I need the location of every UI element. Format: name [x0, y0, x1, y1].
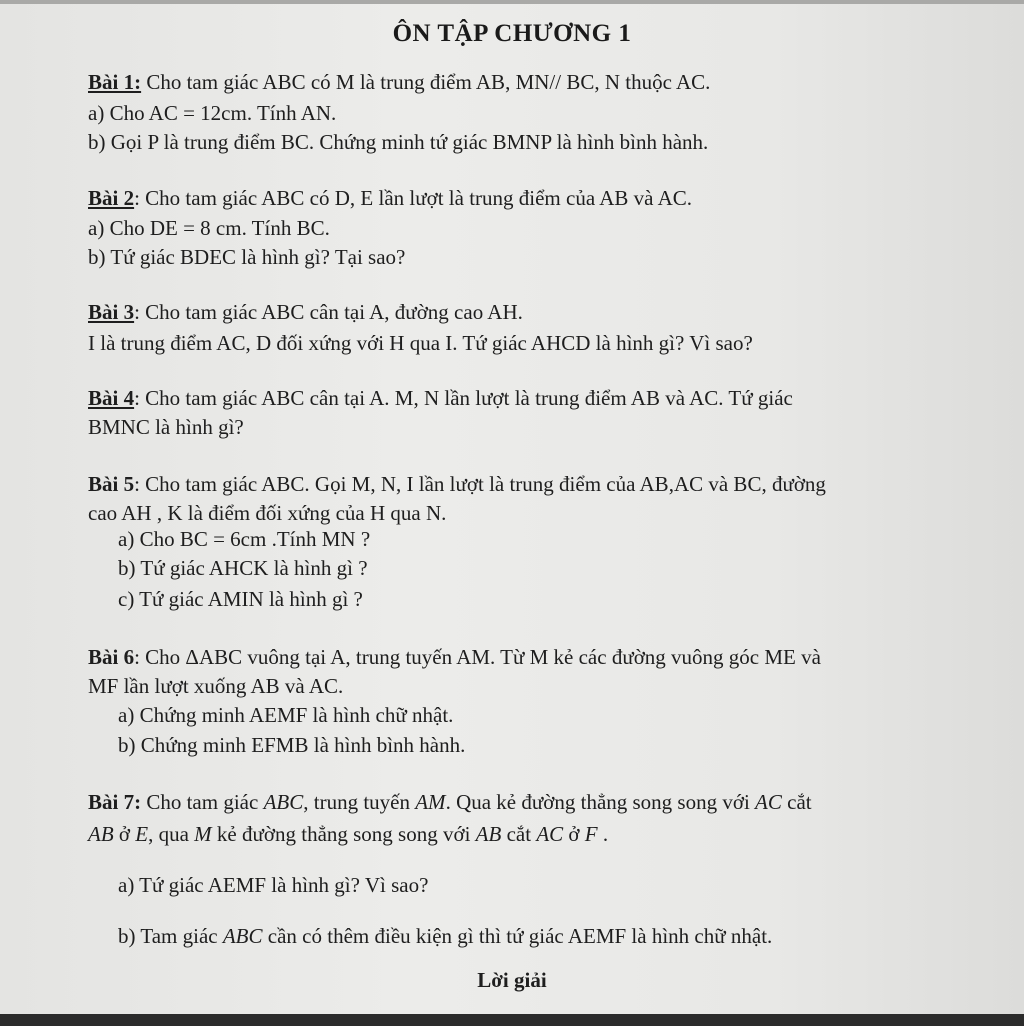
exercise-5-text: : Cho tam giác ABC. Gọi M, N, I lần lượt là trung điểm của AB,AC và BC, đường: [134, 472, 826, 496]
exercise-7-ab-2: AB: [475, 822, 502, 846]
exercise-7-am: AM: [415, 790, 446, 814]
exercise-2-label: Bài 2: [88, 186, 135, 210]
exercise-7-label: Bài 7:: [88, 790, 142, 814]
exercise-7-ac: AC: [755, 790, 782, 814]
exercise-7-l2-end: .: [597, 822, 609, 846]
exercise-2-text: : Cho tam giác ABC có D, E lần lượt là trung điểm của AB và AC.: [134, 186, 693, 210]
exercise-5-part-c: c) Tứ giác AMIN là hình gì ?: [118, 587, 363, 611]
exercise-7-l2-text-1: ở: [113, 822, 136, 846]
exercise-6-text: : Cho ΔABC vuông tại A, trung tuyến AM. Từ M kẻ các đường vuông góc ME và: [134, 645, 821, 669]
exercise-5-statement: [88, 472, 826, 496]
exercise-7-ac-2: AC: [536, 822, 564, 846]
exercise-7-e: E: [135, 822, 149, 846]
exercise-7-part-b-abc: ABC: [222, 924, 263, 948]
exercise-7-text-2: , trung tuyến: [303, 790, 416, 814]
exercise-7-m: M: [194, 822, 212, 846]
exercise-4-statement: [88, 386, 793, 410]
exercise-6-statement: [88, 645, 821, 669]
exercise-7-statement: [88, 790, 812, 814]
exercise-7-l2-text-4: cắt: [501, 822, 537, 846]
exercise-1-part-b: b) Gọi P là trung điểm BC. Chứng minh tứ giác BMNP là hình bình hành.: [88, 130, 709, 154]
exercise-7-l2-text-3: kẻ đường thẳng song song với: [211, 822, 476, 846]
exercise-6-part-a: a) Chứng minh AEMF là hình chữ nhật.: [118, 703, 454, 727]
exercise-1-statement: [88, 70, 710, 94]
exercise-7-l2-text-2: , qua: [148, 822, 195, 846]
exercise-1-text: Cho tam giác ABC có M là trung điểm AB, MN// BC, N thuộc AC.: [141, 70, 711, 94]
exercise-5-part-b: b) Tứ giác AHCK là hình gì ?: [118, 556, 368, 580]
solution-heading: Lời giải: [477, 968, 547, 992]
exercise-1-label: Bài 1:: [88, 70, 142, 94]
exercise-6-part-b: b) Chứng minh EFMB là hình bình hành.: [118, 733, 466, 757]
exercise-4-label: Bài 4: [88, 386, 135, 410]
exercise-2-part-b: b) Tứ giác BDEC là hình gì? Tại sao?: [88, 245, 406, 269]
exercise-5-line-2: cao AH , K là điểm đối xứng của H qua N.: [88, 501, 447, 525]
bottom-edge-band: [0, 1014, 1024, 1026]
exercise-5-label: Bài 5: [88, 472, 135, 496]
exercise-7-part-b: [118, 924, 772, 948]
top-edge-line: [0, 0, 1024, 4]
exercise-3-text: : Cho tam giác ABC cân tại A, đường cao AH.: [134, 300, 523, 324]
exercise-2-part-a: a) Cho DE = 8 cm. Tính BC.: [88, 216, 330, 240]
exercise-1-part-a: a) Cho AC = 12cm. Tính AN.: [88, 101, 337, 125]
exercise-4-line-2: BMNC là hình gì?: [88, 415, 244, 439]
exercise-3-label: Bài 3: [88, 300, 135, 324]
exercise-7-l2-text-5: ở: [563, 822, 585, 846]
exercise-7-abc: ABC: [263, 790, 304, 814]
exercise-6-line-2: MF lần lượt xuống AB và AC.: [88, 674, 344, 698]
exercise-5-part-a: a) Cho BC = 6cm .Tính MN ?: [118, 527, 371, 551]
exercise-7-text-1: Cho tam giác: [141, 790, 264, 814]
page-title: ÔN TẬP CHƯƠNG 1: [392, 20, 632, 47]
exercise-2-statement: [88, 186, 692, 210]
exercise-7-ab: AB: [88, 822, 114, 846]
exercise-6-label: Bài 6: [88, 645, 135, 669]
exercise-7-part-a: a) Tứ giác AEMF là hình gì? Vì sao?: [118, 873, 429, 897]
exercise-7-part-b-text-2: cần có thêm điều kiện gì thì tứ giác AEMF là hình chữ nhật.: [262, 924, 773, 948]
exercise-3-statement: [88, 300, 523, 324]
exercise-7-text-4: cắt: [781, 790, 812, 814]
exercise-3-line-2: I là trung điểm AC, D đối xứng với H qua I. Tứ giác AHCD là hình gì? Vì sao?: [88, 331, 753, 355]
exercise-4-text: : Cho tam giác ABC cân tại A. M, N lần lượt là trung điểm AB và AC. Tứ giác: [134, 386, 793, 410]
exercise-7-text-3: . Qua kẻ đường thẳng song song với: [445, 790, 756, 814]
exercise-7-line-2: [88, 822, 608, 846]
exercise-7-f: F: [584, 822, 598, 846]
exercise-7-part-b-text-1: b) Tam giác: [118, 924, 223, 948]
